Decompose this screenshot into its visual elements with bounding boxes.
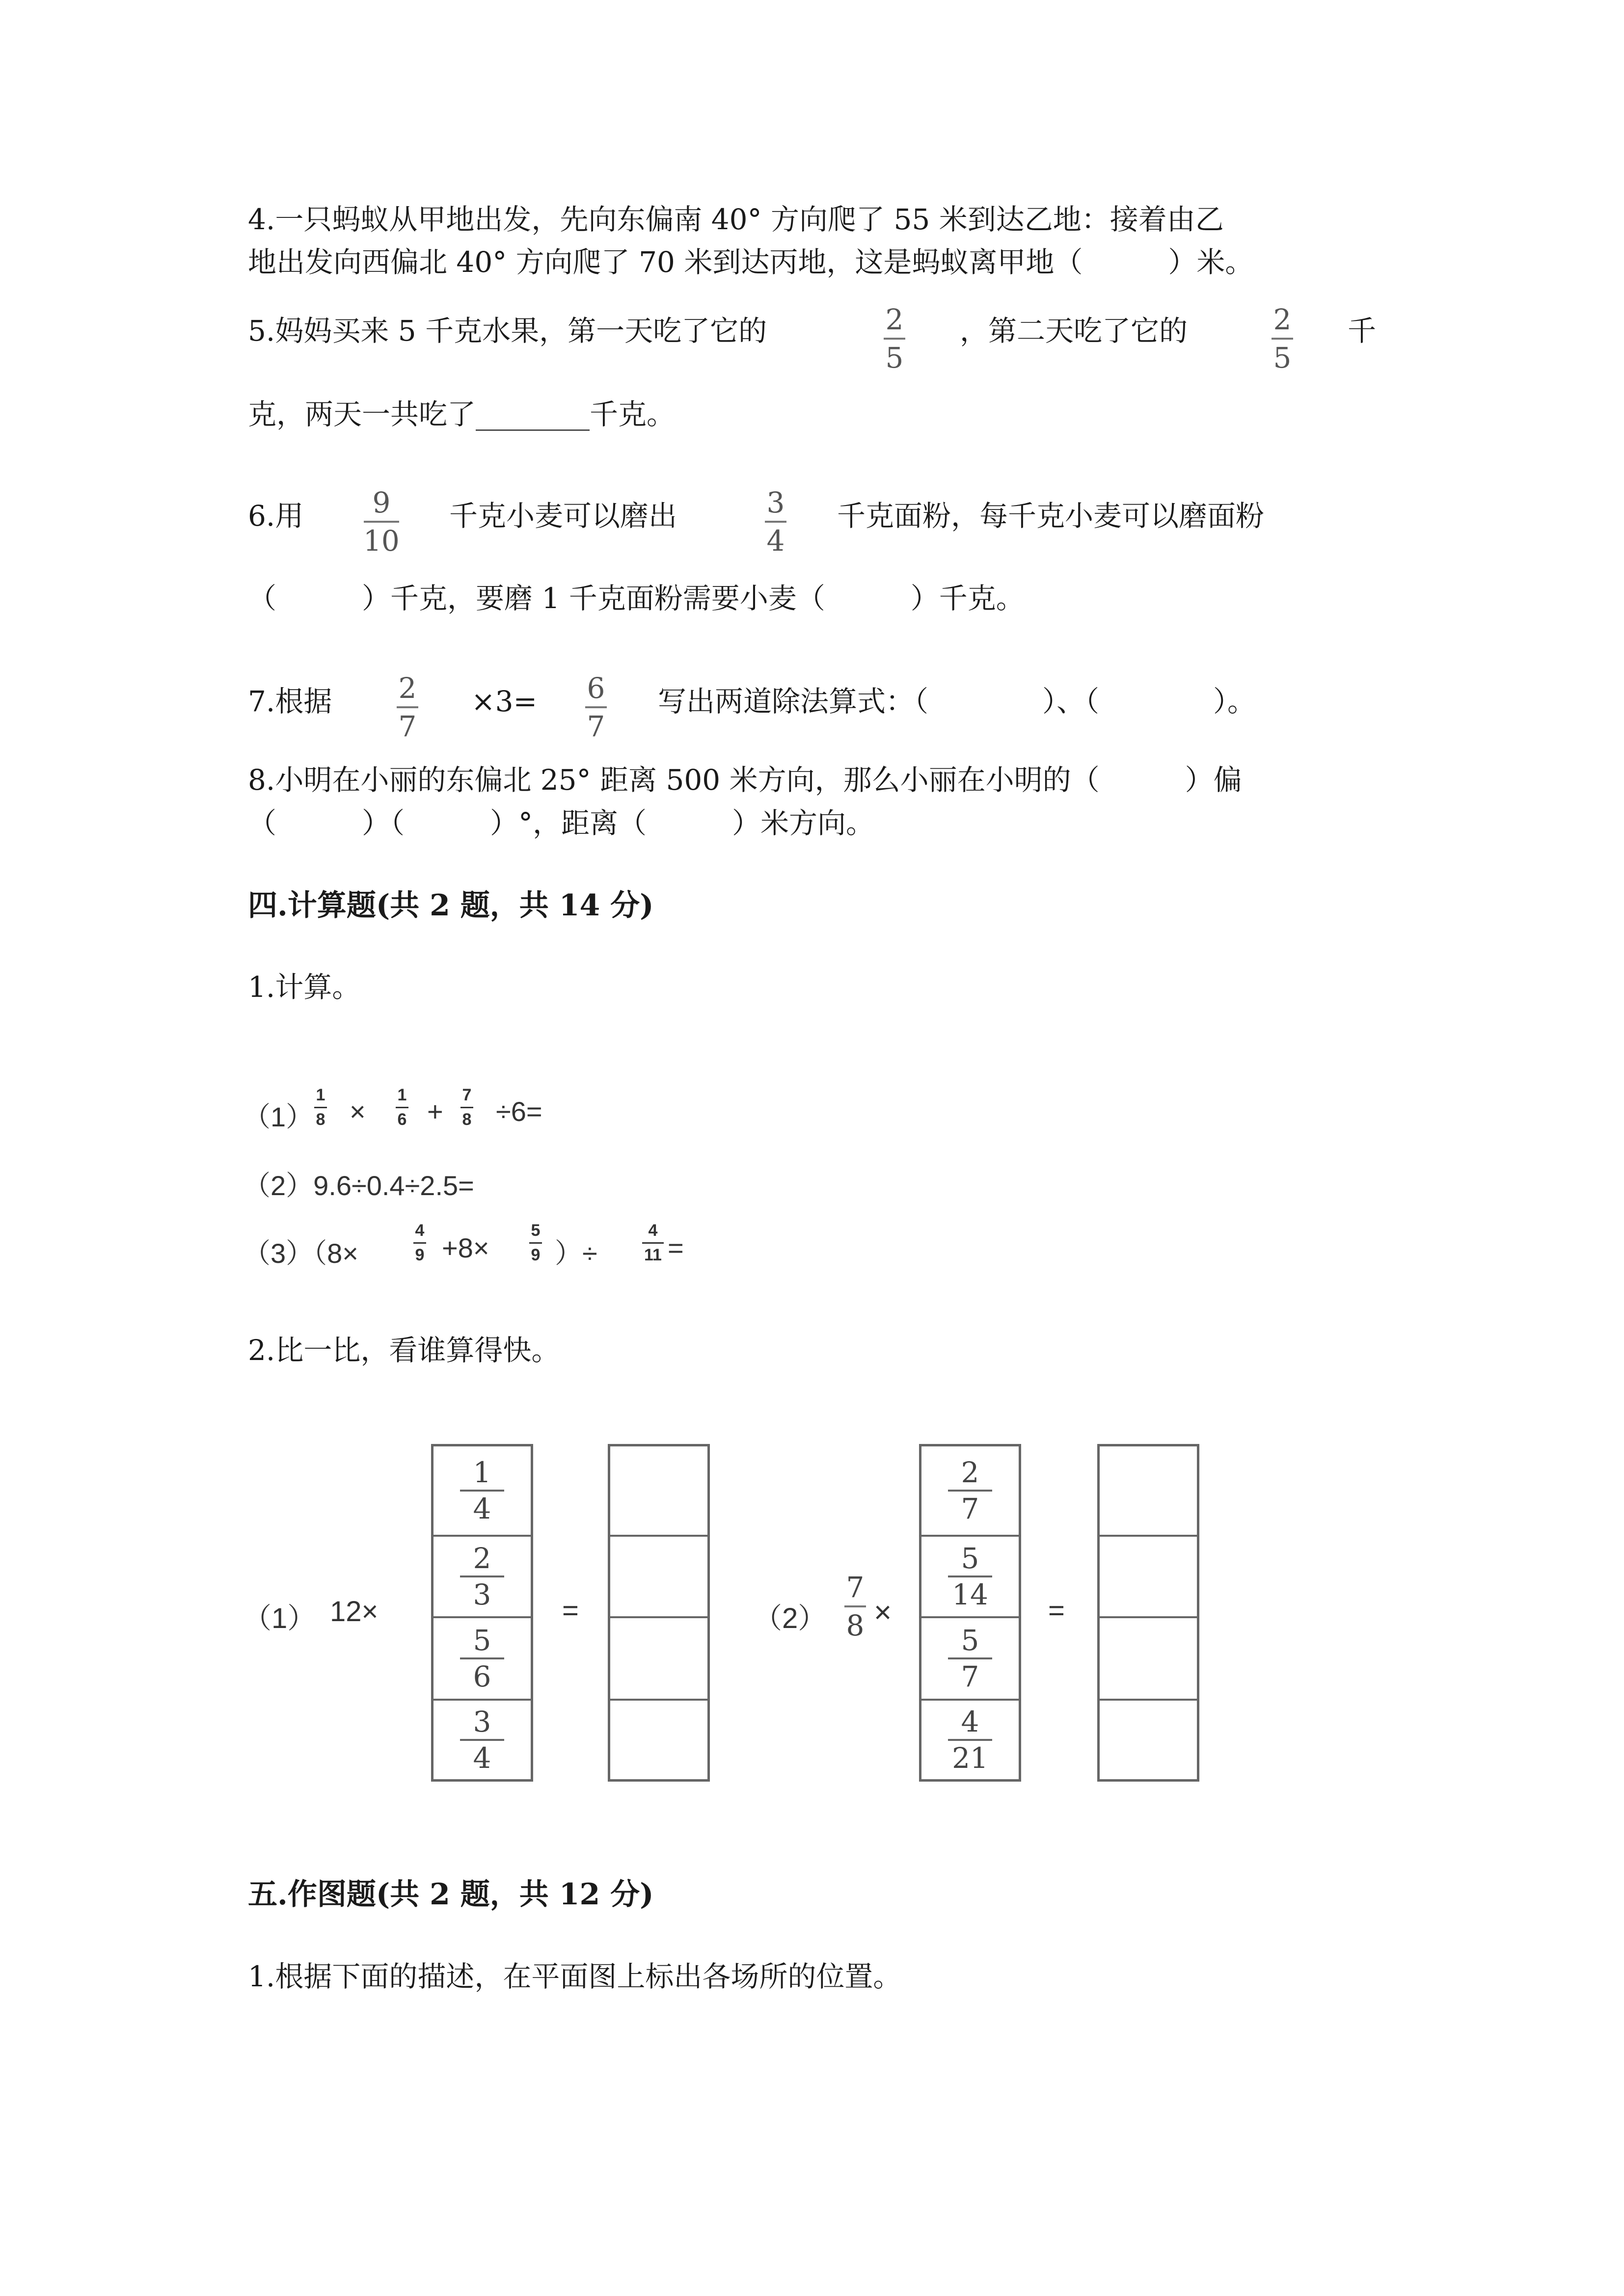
group2-answer-box[interactable] <box>1100 1616 1197 1699</box>
q8-line2: （ ）（ ）°，距离（ ）米方向。 <box>248 806 875 840</box>
expr1-a-denominator: 8 <box>316 1110 325 1129</box>
calc-q1-title: 1.计算。 <box>248 970 361 1004</box>
q5-f2-denominator: 5 <box>1273 341 1292 374</box>
group2-cell <box>921 1446 1019 1535</box>
g1-f1-numerator: 1 <box>473 1456 491 1489</box>
q5-part1: 5.妈妈买来 5 千克水果，第一天吃了它的 <box>248 314 767 347</box>
section5-title: 五.作图题(共 2 题，共 12 分) <box>248 1877 654 1912</box>
expr3-frac-b <box>529 1221 542 1265</box>
expr1-c-numerator: 7 <box>462 1086 472 1104</box>
q7-part1: 7.根据 <box>248 685 332 718</box>
expr3-frac-c <box>642 1221 664 1265</box>
group1-answer-box[interactable] <box>610 1699 707 1779</box>
q5-fraction-1 <box>884 305 905 372</box>
expr3-close: ）÷ <box>555 1238 597 1269</box>
group2-answer-box[interactable] <box>1100 1699 1197 1779</box>
expr3-c-numerator: 4 <box>648 1221 658 1240</box>
expr3-c-denominator: 11 <box>644 1246 662 1264</box>
section4-title: 四.计算题(共 2 题，共 14 分) <box>248 888 654 923</box>
expr1-frac-c <box>460 1086 473 1129</box>
g2-f3-numerator: 5 <box>961 1624 979 1657</box>
q5-f1-denominator: 5 <box>885 341 904 374</box>
q5-part3: 千 <box>1348 314 1377 347</box>
q6-f2-denominator: 4 <box>766 524 785 558</box>
g1-f1-denominator: 4 <box>473 1492 491 1525</box>
q7-f2-numerator: 6 <box>587 671 605 705</box>
q7-f2-denominator: 7 <box>587 710 605 743</box>
group1-answer-box[interactable] <box>610 1446 707 1535</box>
q7-part2: ×3= <box>471 685 538 718</box>
calc-q2-title: 2.比一比，看谁算得快。 <box>248 1334 560 1367</box>
group1-equals: = <box>562 1595 579 1627</box>
expr1-a-numerator: 1 <box>316 1086 325 1104</box>
g2-f1-denominator: 7 <box>961 1492 979 1525</box>
group1-cell <box>433 1616 531 1699</box>
expr1-b-numerator: 1 <box>397 1086 407 1104</box>
g2-f4-numerator: 4 <box>961 1705 979 1738</box>
group1-cell <box>433 1699 531 1779</box>
group2-multiplier-fraction <box>844 1573 866 1640</box>
g1-f3-denominator: 6 <box>473 1660 491 1693</box>
g1-f4-denominator: 4 <box>473 1741 491 1775</box>
drawing-q1-title: 1.根据下面的描述，在平面图上标出各场所的位置。 <box>248 1960 902 1993</box>
q6-f2-numerator: 3 <box>766 486 785 519</box>
expr1-b-denominator: 6 <box>397 1110 407 1129</box>
group2-equals: = <box>1048 1595 1065 1627</box>
group2-cell <box>921 1616 1019 1699</box>
g2-f4-denominator: 21 <box>952 1741 988 1775</box>
q6-part2: 千克小麦可以磨出 <box>449 499 677 533</box>
q6-part1: 6.用 <box>248 499 304 533</box>
expr3-label: （3）（8× <box>243 1238 358 1269</box>
expression-2: （2）9.6÷0.4÷2.5= <box>243 1170 474 1201</box>
g2-f2-denominator: 14 <box>952 1578 988 1611</box>
expr3-frac-a <box>413 1221 426 1265</box>
group2-answer-box[interactable] <box>1100 1446 1197 1535</box>
q8-line1: 8.小明在小丽的东偏北 25° 距离 500 米方向，那么小丽在小明的（ ）偏 <box>248 763 1242 797</box>
q5-f1-numerator: 2 <box>885 303 904 336</box>
g2-mult-denominator: 8 <box>846 1609 865 1642</box>
expr3-b-denominator: 9 <box>531 1246 541 1264</box>
q6-fraction-2 <box>765 486 786 558</box>
group1-answer-box[interactable] <box>610 1535 707 1616</box>
q4-line1: 4.一只蚂蚁从甲地出发，先向东偏南 40° 方向爬了 55 米到达乙地：接着由乙 <box>248 203 1224 236</box>
q6-f1-denominator: 10 <box>363 524 400 558</box>
group1-fraction-column <box>431 1444 533 1782</box>
expr1-op2: + <box>427 1096 443 1127</box>
g1-f3-numerator: 5 <box>473 1624 491 1657</box>
q5-line2: 克，两天一共吃了________千克。 <box>248 398 676 431</box>
group2-times: × <box>874 1596 892 1629</box>
expr1-c-denominator: 8 <box>462 1110 472 1129</box>
q5-fraction-2 <box>1272 305 1293 372</box>
q6-fraction-1 <box>363 486 400 558</box>
expr3-mid: +8× <box>442 1232 489 1263</box>
g1-f4-numerator: 3 <box>473 1705 491 1738</box>
expr1-label: （1） <box>243 1101 314 1132</box>
q6-part3: 千克面粉，每千克小麦可以磨面粉 <box>837 499 1265 533</box>
g1-f2-numerator: 2 <box>473 1542 491 1575</box>
group1-cell <box>433 1446 531 1535</box>
group2-answer-column <box>1097 1444 1199 1782</box>
expr1-frac-a <box>314 1086 327 1129</box>
expr3-b-numerator: 5 <box>531 1221 541 1240</box>
q5-f2-numerator: 2 <box>1273 303 1292 336</box>
q7-f1-denominator: 7 <box>398 710 417 743</box>
expr3-tail: = <box>668 1232 684 1263</box>
q7-f1-numerator: 2 <box>398 671 417 705</box>
q7-part3: 写出两道除法算式：（ ）、（ ）。 <box>658 685 1256 718</box>
g2-f1-numerator: 2 <box>961 1456 979 1489</box>
q6-line2: （ ）千克，要磨 1 千克面粉需要小麦（ ）千克。 <box>248 582 1025 615</box>
g2-mult-numerator: 7 <box>846 1571 865 1604</box>
q5-part2: ，第二天吃了它的 <box>960 314 1188 347</box>
g2-f2-numerator: 5 <box>961 1542 979 1575</box>
group1-label: （1） <box>243 1602 316 1634</box>
g1-f2-denominator: 3 <box>473 1578 491 1611</box>
q4-line2: 地出发向西偏北 40° 方向爬了 70 米到达丙地，这是蚂蚁离甲地（ ）米。 <box>248 245 1254 279</box>
expr3-a-numerator: 4 <box>415 1221 425 1240</box>
expr3-a-denominator: 9 <box>415 1246 425 1264</box>
group1-cell <box>433 1535 531 1616</box>
group2-answer-box[interactable] <box>1100 1535 1197 1616</box>
group2-cell <box>921 1535 1019 1616</box>
group2-fraction-column <box>919 1444 1021 1782</box>
q7-fraction-1 <box>397 671 418 743</box>
group1-answer-box[interactable] <box>610 1616 707 1699</box>
q7-fraction-2 <box>585 671 607 743</box>
group2-label: （2） <box>754 1602 827 1634</box>
expr1-op1: × <box>350 1096 366 1127</box>
q6-f1-numerator: 9 <box>372 486 391 519</box>
expr1-frac-b <box>396 1086 408 1129</box>
expr1-tail: ÷6= <box>496 1096 542 1127</box>
g2-f3-denominator: 7 <box>961 1660 979 1693</box>
group1-answer-column <box>608 1444 710 1782</box>
group1-multiplier: 12× <box>330 1596 379 1628</box>
group2-cell <box>921 1699 1019 1779</box>
